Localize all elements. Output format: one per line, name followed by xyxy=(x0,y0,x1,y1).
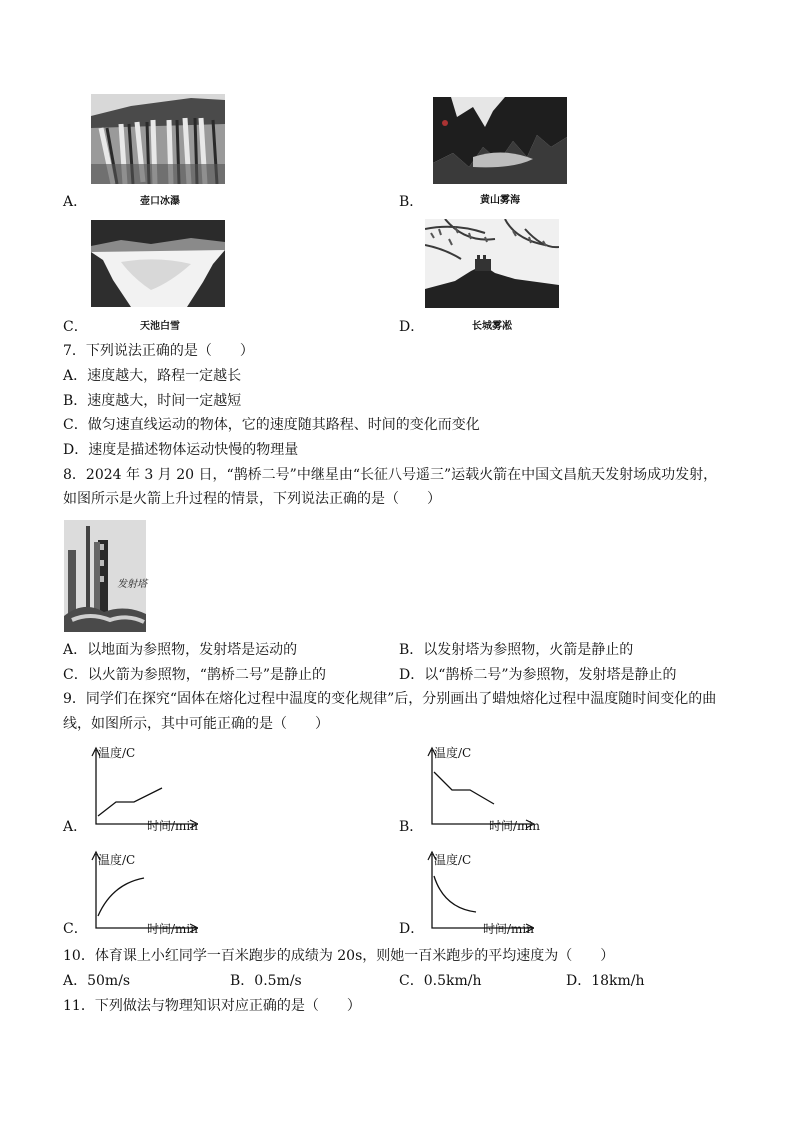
photo-great-wall-rime xyxy=(425,219,559,308)
q8-option-d: D．以“鹊桥二号”为参照物，发射塔是静止的 xyxy=(399,667,677,683)
graph-d-xlabel: 时间/min xyxy=(483,922,534,936)
photo-tianchi-white-snow xyxy=(91,220,225,307)
graph-b-xlabel: 时间/min xyxy=(489,819,540,833)
graph-d-letter: D． xyxy=(399,921,425,937)
graph-a-xlabel: 时间/min xyxy=(147,819,198,833)
q8-option-b: B．以发射塔为参照物，火箭是静止的 xyxy=(399,642,634,658)
q10-option-a: A．50m/s xyxy=(63,973,131,989)
photo-huangshan-sea-of-clouds xyxy=(433,97,567,184)
q8-stem-line2: 如图所示是火箭上升过程的情景，下列说法正确的是（ ） xyxy=(63,491,441,507)
q10-stem: 10．体育课上小红同学一百米跑步的成绩为 20s，则她一百米跑步的平均速度为（ ） xyxy=(63,948,615,964)
q9-stem-line2: 线，如图所示，其中可能正确的是（ ） xyxy=(63,716,329,732)
graph-b-letter: B． xyxy=(399,819,424,835)
q11-stem: 11．下列做法与物理知识对应正确的是（ ） xyxy=(63,998,361,1014)
caption-option-b: 黄山雾海 xyxy=(480,195,520,206)
graph-c-ylabel: 温度/C xyxy=(98,853,136,867)
q10-option-d: D．18km/h xyxy=(566,973,645,989)
caption-option-d: 长城雾凇 xyxy=(472,321,512,332)
caption-option-a: 壶口冰瀑 xyxy=(140,196,180,207)
graph-d-ylabel: 温度/C xyxy=(434,853,472,867)
caption-option-c: 天池白雪 xyxy=(140,321,180,332)
photo-hukou-ice-waterfall xyxy=(91,94,225,184)
graph-c-letter: C． xyxy=(63,921,88,937)
graph-a-letter: A． xyxy=(63,819,88,835)
q9-stem-line1: 9．同学们在探究“固体在熔化过程中温度的变化规律”后，分别画出了蜡烛熔化过程中温度随时间变化的曲 xyxy=(63,691,717,707)
q8-option-c: C．以火箭为参照物，“鹊桥二号”是静止的 xyxy=(63,667,327,683)
option-letter-a: A． xyxy=(63,194,88,210)
q7-option-b: B．速度越大，时间一定越短 xyxy=(63,393,242,409)
graph-a-ylabel: 温度/C xyxy=(98,746,136,760)
q7-option-a: A．速度越大，路程一定越长 xyxy=(63,368,242,384)
q8-option-a: A．以地面为参照物，发射塔是运动的 xyxy=(63,642,298,658)
graph-c-xlabel: 时间/min xyxy=(147,922,198,936)
option-letter-c: C． xyxy=(63,319,88,335)
figure-label-launch-tower: 发射塔 xyxy=(117,579,147,590)
q10-option-c: C．0.5km/h xyxy=(399,973,482,989)
q8-stem-line1: 8．2024 年 3 月 20 日，“鹊桥二号”中继星由“长征八号遥三”运载火箭在中国文昌航天发射场成功发射， xyxy=(63,467,718,483)
q7-option-c: C．做匀速直线运动的物体，它的速度随其路程、时间的变化而变化 xyxy=(63,417,480,433)
option-letter-b: B． xyxy=(399,194,424,210)
q7-option-d: D．速度是描述物体运动快慢的物理量 xyxy=(63,442,299,458)
q7-stem: 7．下列说法正确的是（ ） xyxy=(63,343,254,359)
graph-b-ylabel: 温度/C xyxy=(434,746,472,760)
q10-option-b: B．0.5m/s xyxy=(230,973,302,989)
option-letter-d: D． xyxy=(399,319,425,335)
